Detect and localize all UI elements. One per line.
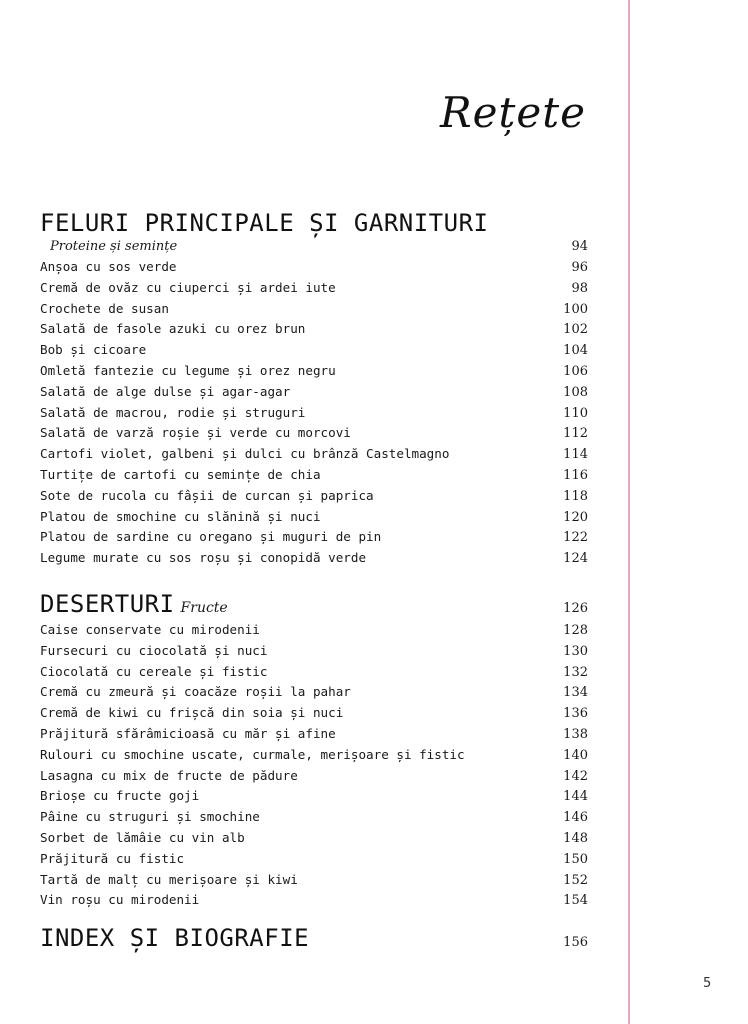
toc-entry-label: Omletă fantezie cu legume și orez negru	[40, 362, 336, 378]
toc-entry-label: Pâine cu struguri și smochine	[40, 809, 260, 825]
toc-entry	[40, 382, 588, 403]
toc-heading-row	[40, 588, 588, 620]
page-number: 126	[563, 601, 588, 616]
page-number: 112	[563, 426, 588, 442]
toc-entry	[40, 620, 588, 641]
page-number: 146	[563, 810, 588, 826]
toc-entry	[40, 278, 588, 299]
toc-entry-label: Anșoa cu sos verde	[40, 259, 177, 274]
page-number: 100	[563, 301, 588, 317]
toc-entry	[40, 486, 588, 507]
page-number: 98	[571, 280, 588, 296]
toc-entry	[40, 724, 588, 745]
toc-entry-label: Bob și cicoare	[40, 342, 147, 358]
toc-subheading-row	[40, 237, 588, 257]
page-number: 128	[563, 623, 588, 638]
toc-entry	[40, 507, 588, 528]
toc-entry	[40, 807, 588, 828]
toc-entry-label: Caise conservate cu mirodenii	[40, 622, 260, 637]
page-number: 108	[563, 384, 588, 400]
toc-entry-label: Sote de rucola cu fâșii de curcan și paprica	[40, 487, 374, 503]
page-number: 152	[563, 872, 588, 888]
toc-entry-label: Salată de varză roșie și verde cu morcovi	[40, 425, 351, 441]
page-number: 154	[563, 893, 588, 909]
toc-entry-label: Legume murate cu sos roșu și conopidă verde	[40, 550, 367, 566]
toc-list	[40, 620, 588, 911]
toc-entry-label: Lasagna cu mix de fructe de pădure	[40, 767, 298, 783]
page-number: 132	[563, 664, 588, 680]
toc-entry-label: Ciocolată cu cereale și fistic	[40, 663, 268, 679]
toc-entry-label: Cremă de ovăz cu ciuperci și ardei iute	[40, 279, 336, 295]
toc-entry	[40, 641, 588, 662]
toc-section-main-dishes	[40, 209, 588, 569]
section-heading: DESERTURI	[40, 590, 175, 618]
toc-entry-label: Rulouri cu smochine uscate, curmale, merișoare și fistic	[40, 746, 465, 762]
toc-entry-label: Platou de smochine cu slănină și nuci	[40, 508, 321, 524]
page-number: 106	[563, 363, 588, 379]
toc-entry	[40, 444, 588, 465]
toc-entry-label: Crochete de susan	[40, 300, 169, 316]
toc-entry	[40, 548, 588, 569]
page-number: 118	[563, 488, 588, 504]
toc-entry	[40, 662, 588, 683]
toc-entry	[40, 786, 588, 807]
page-number: 124	[563, 551, 588, 567]
section-subheading: Fructe	[180, 600, 228, 616]
page-number: 104	[563, 343, 588, 359]
toc-entry	[40, 703, 588, 724]
page-number: 134	[563, 685, 588, 701]
toc-entry-label: Prăjitură sfărâmicioasă cu măr și afine	[40, 725, 336, 741]
toc-entry	[40, 870, 588, 891]
page-number: 136	[563, 706, 588, 722]
toc-entry-label: Prăjitură cu fistic	[40, 850, 185, 866]
toc-entry-label: Salată de macrou, rodie și struguri	[40, 404, 306, 420]
page-number: 94	[571, 239, 588, 254]
toc-entry	[40, 319, 588, 340]
toc-entry	[40, 890, 588, 911]
toc-entry-label: Cremă cu zmeură și coacăze roșii la pahar	[40, 684, 351, 700]
page-number: 144	[563, 789, 588, 805]
toc-entry-label: Brioșe cu fructe goji	[40, 788, 200, 804]
toc-entry-label: Salată de alge dulse și agar-agar	[40, 383, 291, 399]
page-title: Rețete	[440, 88, 586, 137]
toc-entry	[40, 465, 588, 486]
toc-entry-label: Sorbet de lămâie cu vin alb	[40, 829, 245, 845]
page-number: 120	[563, 509, 588, 525]
toc-section-desserts	[40, 588, 588, 911]
toc-entry-label: Cremă de kiwi cu frișcă din soia și nuci	[40, 705, 344, 721]
toc-entry	[40, 527, 588, 548]
toc-entry-label: Fursecuri cu ciocolată și nuci	[40, 642, 268, 658]
toc-entry	[40, 361, 588, 382]
toc-entry	[40, 766, 588, 787]
toc-heading-row	[40, 922, 588, 954]
page-number: 114	[563, 447, 588, 463]
toc-entry	[40, 745, 588, 766]
section-heading: FELURI PRINCIPALE ȘI GARNITURI	[40, 209, 489, 237]
page-number: 140	[563, 747, 588, 763]
toc-entry	[40, 423, 588, 444]
section-heading: INDEX ȘI BIOGRAFIE	[40, 924, 310, 952]
toc-entry	[40, 257, 588, 278]
page-number: 96	[571, 260, 588, 275]
page-number: 116	[563, 467, 588, 483]
toc-entry	[40, 299, 588, 320]
page-number: 150	[563, 851, 588, 867]
toc-entry-label: Cartofi violet, galbeni și dulci cu brânză Castelmagno	[40, 446, 450, 462]
toc-entry-label: Salată de fasole azuki cu orez brun	[40, 321, 306, 337]
page-number: 156	[563, 935, 588, 950]
toc-entry-label: Turtițe de cartofi cu semințe de chia	[40, 466, 321, 482]
page-number: 102	[563, 322, 588, 338]
toc-entry	[40, 340, 588, 361]
page-number: 138	[563, 726, 588, 742]
toc-entry	[40, 849, 588, 870]
toc-entry	[40, 828, 588, 849]
page-number: 110	[563, 405, 588, 421]
toc-section-index	[40, 922, 588, 954]
page-number: 122	[563, 530, 588, 546]
page-folio-number: 5	[703, 976, 712, 991]
toc-list	[40, 257, 588, 569]
toc-entry-label: Vin roșu cu mirodenii	[40, 892, 200, 908]
toc-entry	[40, 403, 588, 424]
section-subheading: Proteine și semințe	[50, 239, 178, 254]
page-number: 142	[563, 768, 588, 784]
page-number: 148	[563, 830, 588, 846]
page-margin-line	[628, 0, 630, 1024]
toc-entry-label: Tartă de malț cu merișoare și kiwi	[40, 871, 298, 887]
toc-entry-label: Platou de sardine cu oregano și muguri de pin	[40, 529, 382, 545]
toc-entry	[40, 682, 588, 703]
page-number: 130	[563, 643, 588, 659]
